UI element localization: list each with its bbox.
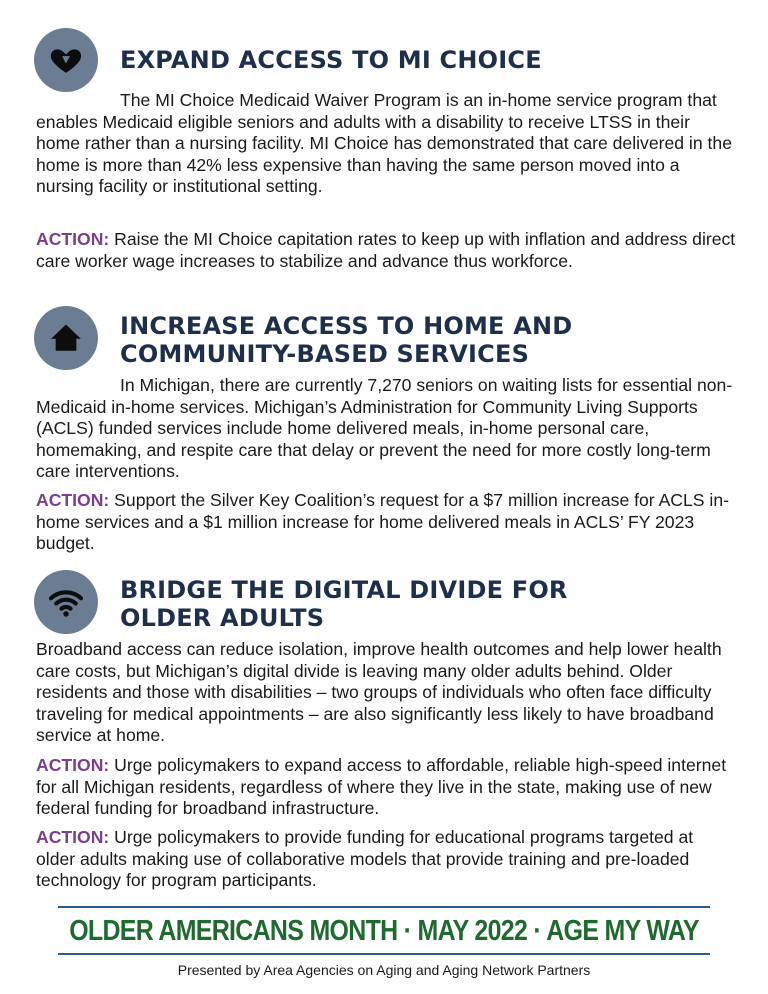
action-label: ACTION: [36, 490, 110, 510]
action-text: Support the Silver Key Coalition’s request for a $7 million increase for ACLS in-home services and a $1 million increase for home delivered meals in ACLS’ FY 2023 budget. [36, 490, 729, 554]
heading-line: OLDER ADULTS [120, 604, 325, 632]
action-paragraph [36, 490, 736, 555]
section-body [36, 375, 736, 483]
action-paragraph [36, 827, 736, 892]
house-badge [34, 306, 98, 370]
action-label: ACTION: [36, 229, 110, 249]
heart-icon [49, 43, 83, 77]
heart-badge [34, 28, 98, 92]
action-paragraph [36, 755, 736, 820]
footer-rule-top [58, 906, 710, 908]
house-icon [49, 321, 83, 355]
body-text: Broadband access can reduce isolation, improve health outcomes and help lower health care costs, but Michigan’s digital divide is leaving many older adults behind. Older residents and those with disabilities – two groups of individuals who often face difficulty traveling for medical appointments – are also significantly less likely to have broadband service at home. [36, 639, 722, 746]
body-text: The MI Choice Medicaid Waiver Program is an in-home service program that enables Medicaid eligible seniors and adults with a disability to receive LTSS in their home rather than a nursing facility. MI Choice has demonstrated that care delivered in the home is more than 42% less expensive than having the same person moved into a nursing facility or institutional setting. [36, 90, 732, 197]
footer-rule-bottom [58, 953, 710, 955]
footer-subtitle: Presented by Area Agencies on Aging and Aging Network Partners [177, 962, 591, 978]
wifi-icon [48, 584, 84, 620]
section-body [36, 90, 736, 198]
body-text: In Michigan, there are currently 7,270 seniors on waiting lists for essential non-Medicaid in-home services. Michigan’s Administration for Community Living Supports (ACLS) funded services include home delivered meals, in-home personal care, homemaking, and respite care that delay or prevent the need for more costly long-term care interventions. [36, 375, 733, 482]
section-heading [120, 46, 542, 74]
heading-line: EXPAND ACCESS TO MI CHOICE [120, 46, 542, 74]
section-heading [120, 312, 572, 368]
heading-line: COMMUNITY-BASED SERVICES [120, 340, 530, 368]
section-heading [120, 576, 568, 632]
action-label: ACTION: [36, 827, 110, 847]
heading-line: INCREASE ACCESS TO HOME AND [120, 312, 573, 340]
action-text: Raise the MI Choice capitation rates to keep up with inflation and address direct care worker wage increases to stabilize and advance thus workforce. [36, 229, 736, 271]
heading-line: BRIDGE THE DIGITAL DIVIDE FOR [120, 576, 568, 604]
action-text: Urge policymakers to expand access to affordable, reliable high-speed internet for all Michigan residents, regardless of where they live in the state, making use of new federal funding for broadband infrastructure. [36, 755, 727, 819]
wifi-badge [34, 570, 98, 634]
section-body [36, 639, 736, 747]
action-paragraph [36, 229, 736, 272]
footer-title: OLDER AMERICANS MONTH · MAY 2022 · AGE MY WAY [69, 915, 699, 947]
action-text: Urge policymakers to provide funding for educational programs targeted at older adults making use of collaborative models that provide training and pre-loaded technology for program participants. [36, 827, 694, 891]
action-label: ACTION: [36, 755, 110, 775]
